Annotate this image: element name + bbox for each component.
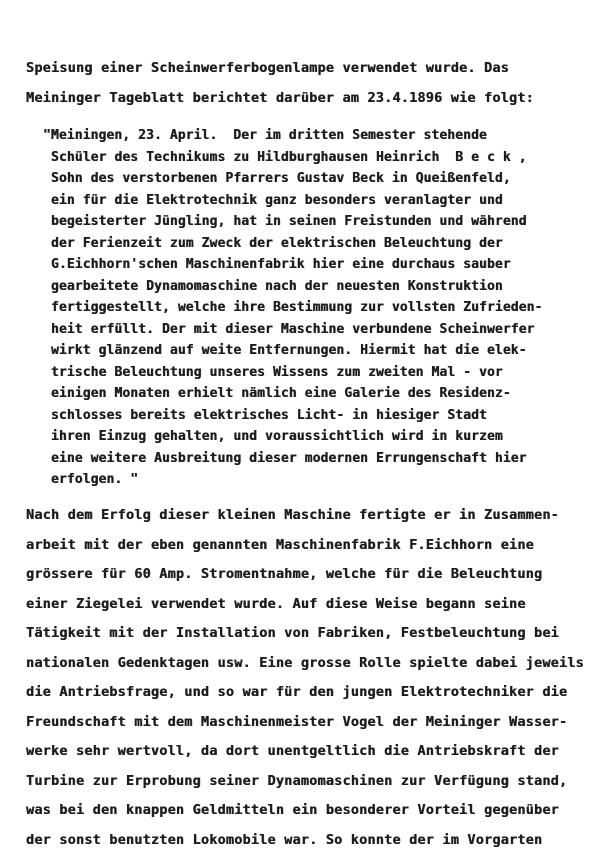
text-line: "Meiningen, 23. April. Der im dritten Semester stehende bbox=[43, 128, 487, 143]
text-line: grössere für 60 Amp. Stromentnahme, welche für die Beleuchtung bbox=[26, 566, 543, 582]
quoted-newspaper-report bbox=[43, 125, 542, 491]
text-line: fertiggestellt, welche ihre Bestimmung zur vollsten Zufrieden- bbox=[51, 300, 543, 315]
text-line: begeisterter Jüngling, hat in seinen Freistunden und während bbox=[51, 214, 527, 229]
text-line: Meininger Tageblatt berichtet darüber am 23.4.1896 wie folgt: bbox=[26, 90, 534, 106]
text-line: einigen Monaten erhielt nämlich eine Galerie des Residenz- bbox=[51, 386, 511, 401]
text-line: Sohn des verstorbenen Pfarrers Gustav Beck in Queißenfeld, bbox=[51, 171, 511, 186]
text-line: eine weitere Ausbreitung dieser modernen Errungenschaft hier bbox=[51, 450, 527, 466]
text-line: erfolgen. " bbox=[51, 472, 139, 487]
text-line: der sonst benutzten Lokomobile war. So konnte der im Vorgarten bbox=[26, 831, 543, 848]
text-line: nationalen Gedenktagen usw. Eine grosse Rolle spielte dabei jeweils bbox=[26, 654, 584, 671]
text-line: Freundschaft mit dem Maschinenmeister Vogel der Meininger Wasser- bbox=[26, 713, 568, 730]
text-line: die Antriebsfrage, und so war für den jungen Elektrotechniker die bbox=[26, 684, 568, 700]
text-line: Speisung einer Scheinwerferbogenlampe verwendet wurde. Das bbox=[26, 60, 510, 76]
text-line: einer Ziegelei verwendet wurde. Auf diese Weise begann seine bbox=[26, 595, 526, 612]
text-line: trische Beleuchtung unseres Wissens zum zweiten Mal - vor bbox=[51, 364, 503, 380]
text-line: ein für die Elektrotechnik ganz besonders veranlagter und bbox=[51, 192, 503, 208]
text-line: schlosses bereits elektrisches Licht- in hiesiger Stadt bbox=[51, 407, 487, 423]
text-line: Turbine zur Erprobung seiner Dynamomaschinen zur Verfügung stand, bbox=[26, 772, 568, 789]
text-line: Schüler des Technikums zu Hildburghausen Heinrich B e c k , bbox=[51, 149, 527, 165]
text-line: heit erfüllt. Der mit dieser Maschine verbundene Scheinwerfer bbox=[51, 321, 535, 337]
text-line: werke sehr wertvoll, da dort unentgeltlich die Antriebskraft der bbox=[26, 743, 559, 759]
body-paragraph bbox=[26, 501, 584, 855]
text-line: wirkt glänzend auf weite Entfernungen. Hiermit hat die elek- bbox=[51, 343, 527, 358]
text-line: der Ferienzeit zum Zweck der elektrischen Beleuchtung der bbox=[51, 235, 503, 251]
text-line: Tätigkeit mit der Installation von Fabriken, Festbeleuchtung bei bbox=[26, 625, 559, 641]
text-line: Nach dem Erfolg dieser kleinen Maschine fertigte er in Zusammen- bbox=[26, 507, 559, 523]
text-line: G.Eichhorn'schen Maschinenfabrik hier eine durchaus sauber bbox=[51, 257, 511, 272]
text-line: gearbeitete Dynamomaschine nach der neuesten Konstruktion bbox=[51, 278, 503, 294]
text-line: arbeit mit der eben genannten Maschinenfabrik F.Eichhorn eine bbox=[26, 536, 534, 553]
intro-paragraph bbox=[26, 53, 534, 113]
text-line: was bei den knappen Geldmitteln ein besonderer Vorteil gegenüber bbox=[26, 802, 559, 818]
text-line: ihren Einzug gehalten, und voraussichtlich wird in kurzem bbox=[51, 429, 503, 444]
